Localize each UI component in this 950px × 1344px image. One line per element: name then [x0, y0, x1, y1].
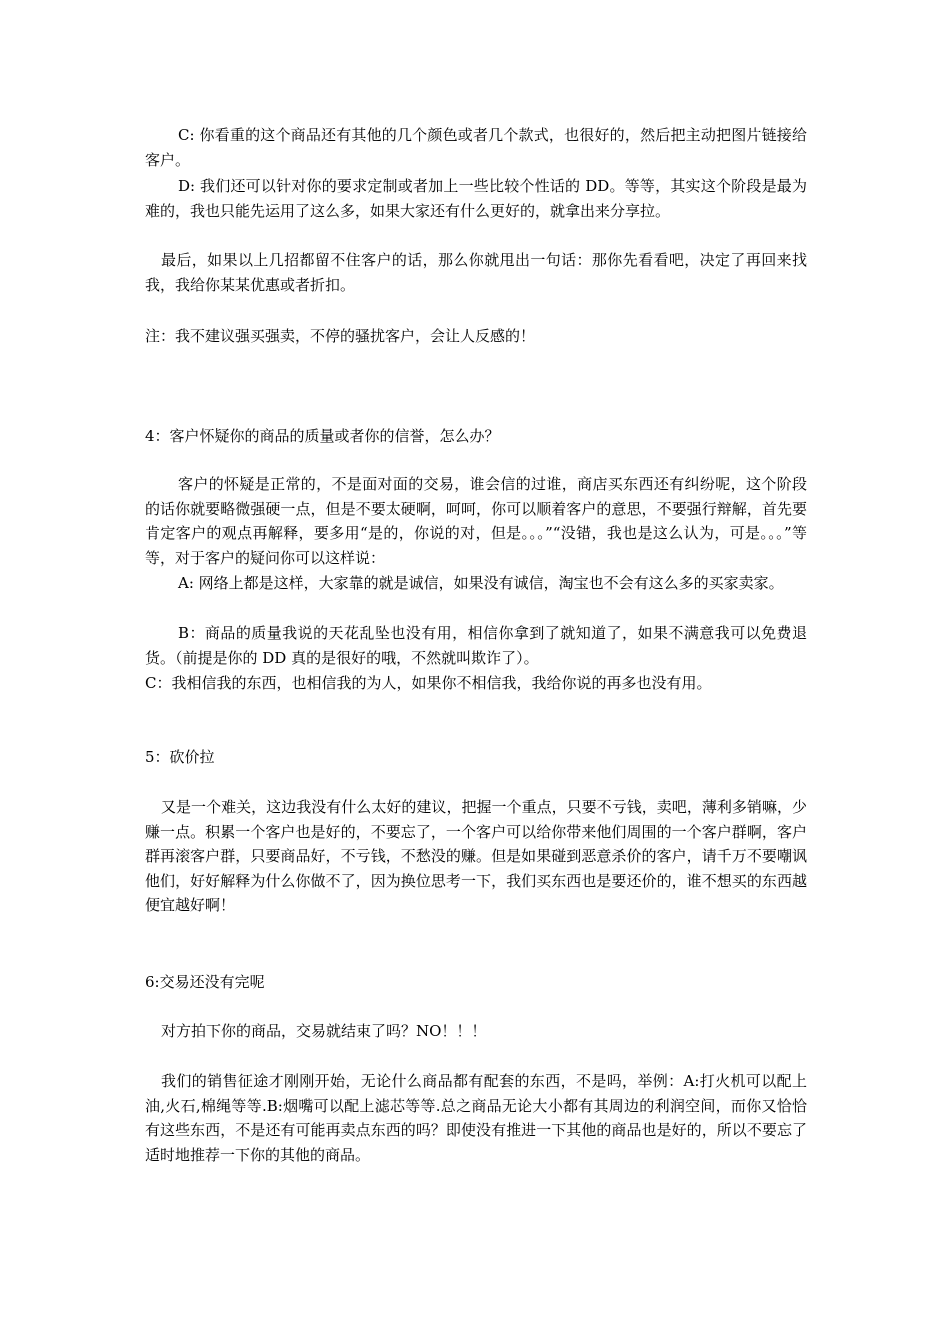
- paragraph-note: 注：我不建议强买强卖，不停的骚扰客户，会让人反感的！: [145, 327, 536, 345]
- section-heading-5: 5：砍价拉: [145, 748, 215, 766]
- paragraph-section4-b: B：商品的质量我说的天花乱坠也没有用，相信你拿到了就知道了，如果不满意我可以免费退货。（前提是你的 DD 真的是很好的哦，不然就叫欺诈了）。: [145, 624, 807, 667]
- paragraph-finally: 最后，如果以上几招都留不住客户的话，那么你就甩出一句话：那你先看看吧，决定了再回来找我，我给你某某优惠或者折扣。: [145, 251, 807, 294]
- section-heading-4: 4：客户怀疑你的商品的质量或者你的信誉，怎么办？: [145, 427, 500, 445]
- paragraph-section4-a: A: 网络上都是这样，大家靠的就是诚信，如果没有诚信，淘宝也不会有这么多的买家卖家。: [178, 574, 784, 592]
- paragraph-option-c: C: 你看重的这个商品还有其他的几个颜色或者几个款式，也很好的，然后把主动把图片链接给客户。: [145, 126, 807, 169]
- paragraph-option-d: D: 我们还可以针对你的要求定制或者加上一些比较个性话的 DD。等等，其实这个阶段是最为难的，我也只能先运用了这么多，如果大家还有什么更好的，就拿出来分享拉。: [145, 177, 807, 220]
- paragraph-section6-b: 我们的销售征途才刚刚开始，无论什么商品都有配套的东西，不是吗，举例：A:打火机可以配上油,火石,棉绳等等.B:烟嘴可以配上滤芯等等.总之商品无论大小都有其周边的利润空间，而你又恰恰有这些东西，不是还有可能再卖点东西的吗？即使没有推进一下其他的商品也是好的，所以不要忘了适时地推荐一下你的其他的商品。: [145, 1072, 807, 1164]
- paragraph-section5: 又是一个难关，这边我没有什么太好的建议，把握一个重点，只要不亏钱，卖吧，薄利多销嘛，少赚一点。积累一个客户也是好的，不要忘了，一个客户可以给你带来他们周围的一个客户群啊，客户群再滚客户群，只要商品好，不亏钱，不愁没的赚。但是如果碰到恶意杀价的客户，请千万不要嘲讽他们，好好解释为什么你做不了，因为换位思考一下，我们买东西也是要还价的，谁不想买的东西越便宜越好啊！: [145, 798, 807, 915]
- section-heading-6: 6:交易还没有完呢: [145, 973, 265, 991]
- paragraph-section4-c: C：我相信我的东西，也相信我的为人，如果你不相信我，我给你说的再多也没有用。: [145, 674, 712, 692]
- paragraph-section6-a: 对方拍下你的商品，交易就结束了吗？NO！！！: [161, 1022, 487, 1040]
- paragraph-section4-main: 客户的怀疑是正常的，不是面对面的交易，谁会信的过谁，商店买东西还有纠纷呢，这个阶段的话你就要略微强硬一点，但是不要太硬啊，呵呵，你可以顺着客户的意思，不要强行辩解，首先要肯定客户的观点再解释，要多用“是的，你说的对，但是。。。”“没错，我也是这么认为，可是。。。”等等，对于客户的疑问你可以这样说：: [145, 475, 807, 567]
